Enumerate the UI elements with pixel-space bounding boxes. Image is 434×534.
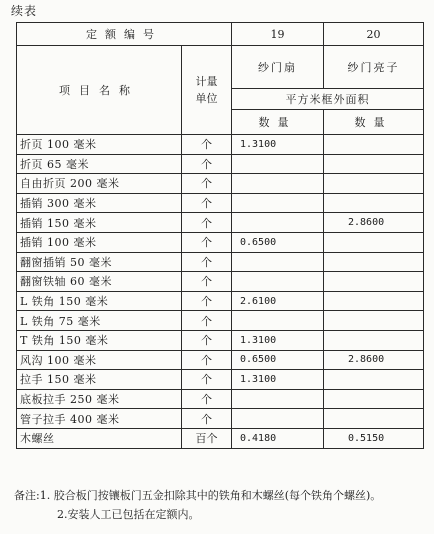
row-unit: 个 [182, 232, 232, 252]
row-value-20 [324, 272, 424, 292]
table-row [17, 252, 424, 272]
row-item-name: 翻窗铁轴 60 毫米 [17, 272, 182, 292]
row-value-19: 1.3100 [232, 370, 324, 390]
note-2: 2.安装人工已包括在定额内。 [57, 508, 200, 521]
row-unit: 个 [182, 193, 232, 213]
table-row [17, 311, 424, 331]
row-item-name: L 铁角 150 毫米 [17, 291, 182, 311]
row-value-20 [324, 174, 424, 194]
col-20-name: 纱门亮子 [324, 46, 424, 89]
row-value-19 [232, 389, 324, 409]
table-row [17, 350, 424, 370]
row-value-20: 2.8600 [324, 350, 424, 370]
table-row [17, 193, 424, 213]
row-item-name: 折页 65 毫米 [17, 154, 182, 174]
table-row [17, 291, 424, 311]
row-value-19: 1.3100 [232, 135, 324, 155]
row-value-19: 0.4180 [232, 428, 324, 448]
table-row [17, 135, 424, 155]
row-unit: 个 [182, 389, 232, 409]
table-row [17, 232, 424, 252]
row-value-19 [232, 272, 324, 292]
table-row [17, 213, 424, 233]
row-unit: 个 [182, 409, 232, 429]
row-value-19 [232, 213, 324, 233]
hardware-quota-table [16, 22, 424, 449]
row-unit: 个 [182, 135, 232, 155]
unit-header [182, 46, 232, 135]
row-value-20: 0.5150 [324, 428, 424, 448]
qty-header-19: 数量 [232, 110, 324, 135]
row-item-name: 风沟 100 毫米 [17, 350, 182, 370]
row-value-20 [324, 232, 424, 252]
row-value-20 [324, 370, 424, 390]
row-value-19 [232, 154, 324, 174]
col-20-number: 20 [324, 23, 424, 46]
row-unit: 个 [182, 291, 232, 311]
row-unit: 百个 [182, 428, 232, 448]
row-item-name: 插销 150 毫米 [17, 213, 182, 233]
row-item-name: 折页 100 毫米 [17, 135, 182, 155]
table-row [17, 389, 424, 409]
row-item-name: 拉手 150 毫米 [17, 370, 182, 390]
row-item-name: 木螺丝 [17, 428, 182, 448]
row-value-20: 2.8600 [324, 213, 424, 233]
row-unit: 个 [182, 272, 232, 292]
row-unit: 个 [182, 252, 232, 272]
unit-header-text: 计量单位 [195, 75, 218, 105]
row-value-20 [324, 135, 424, 155]
row-item-name: 翻窗插销 50 毫米 [17, 252, 182, 272]
row-value-20 [324, 193, 424, 213]
row-item-name: T 铁角 150 毫米 [17, 330, 182, 350]
row-value-19 [232, 193, 324, 213]
row-value-20 [324, 409, 424, 429]
row-item-name: 插销 300 毫米 [17, 193, 182, 213]
table-row [17, 174, 424, 194]
row-unit: 个 [182, 174, 232, 194]
row-value-20 [324, 330, 424, 350]
table-row [17, 272, 424, 292]
table-row [17, 370, 424, 390]
note-1: 备注:1. 胶合板门按镶板门五金扣除其中的铁角和木螺丝(每个铁角个螺丝)。 [14, 489, 382, 502]
row-value-19: 0.6500 [232, 350, 324, 370]
qty-header-20: 数量 [324, 110, 424, 135]
row-value-19 [232, 252, 324, 272]
row-unit: 个 [182, 350, 232, 370]
row-item-name: L 铁角 75 毫米 [17, 311, 182, 331]
col-19-number: 19 [232, 23, 324, 46]
quota-code-header: 定额编号 [17, 23, 232, 46]
row-value-19 [232, 311, 324, 331]
row-value-20 [324, 154, 424, 174]
row-value-19 [232, 409, 324, 429]
row-value-20 [324, 291, 424, 311]
row-value-19 [232, 174, 324, 194]
row-value-20 [324, 389, 424, 409]
row-value-19: 2.6100 [232, 291, 324, 311]
table-row [17, 428, 424, 448]
table-caption: 续表 [11, 4, 38, 18]
row-value-20 [324, 311, 424, 331]
row-unit: 个 [182, 311, 232, 331]
row-item-name: 自由折页 200 毫米 [17, 174, 182, 194]
table-row [17, 409, 424, 429]
row-item-name: 管子拉手 400 毫米 [17, 409, 182, 429]
row-item-name: 底板拉手 250 毫米 [17, 389, 182, 409]
table-notes [14, 486, 381, 524]
row-item-name: 插销 100 毫米 [17, 232, 182, 252]
row-unit: 个 [182, 370, 232, 390]
col-19-name: 纱门扇 [232, 46, 324, 89]
row-unit: 个 [182, 330, 232, 350]
table-row [17, 330, 424, 350]
row-value-20 [324, 252, 424, 272]
row-unit: 个 [182, 213, 232, 233]
row-value-19: 1.3100 [232, 330, 324, 350]
row-value-19: 0.6500 [232, 232, 324, 252]
table-row [17, 154, 424, 174]
item-name-header: 项目名称 [17, 46, 182, 135]
area-unit-header: 平方米框外面积 [232, 89, 424, 110]
row-unit: 个 [182, 154, 232, 174]
